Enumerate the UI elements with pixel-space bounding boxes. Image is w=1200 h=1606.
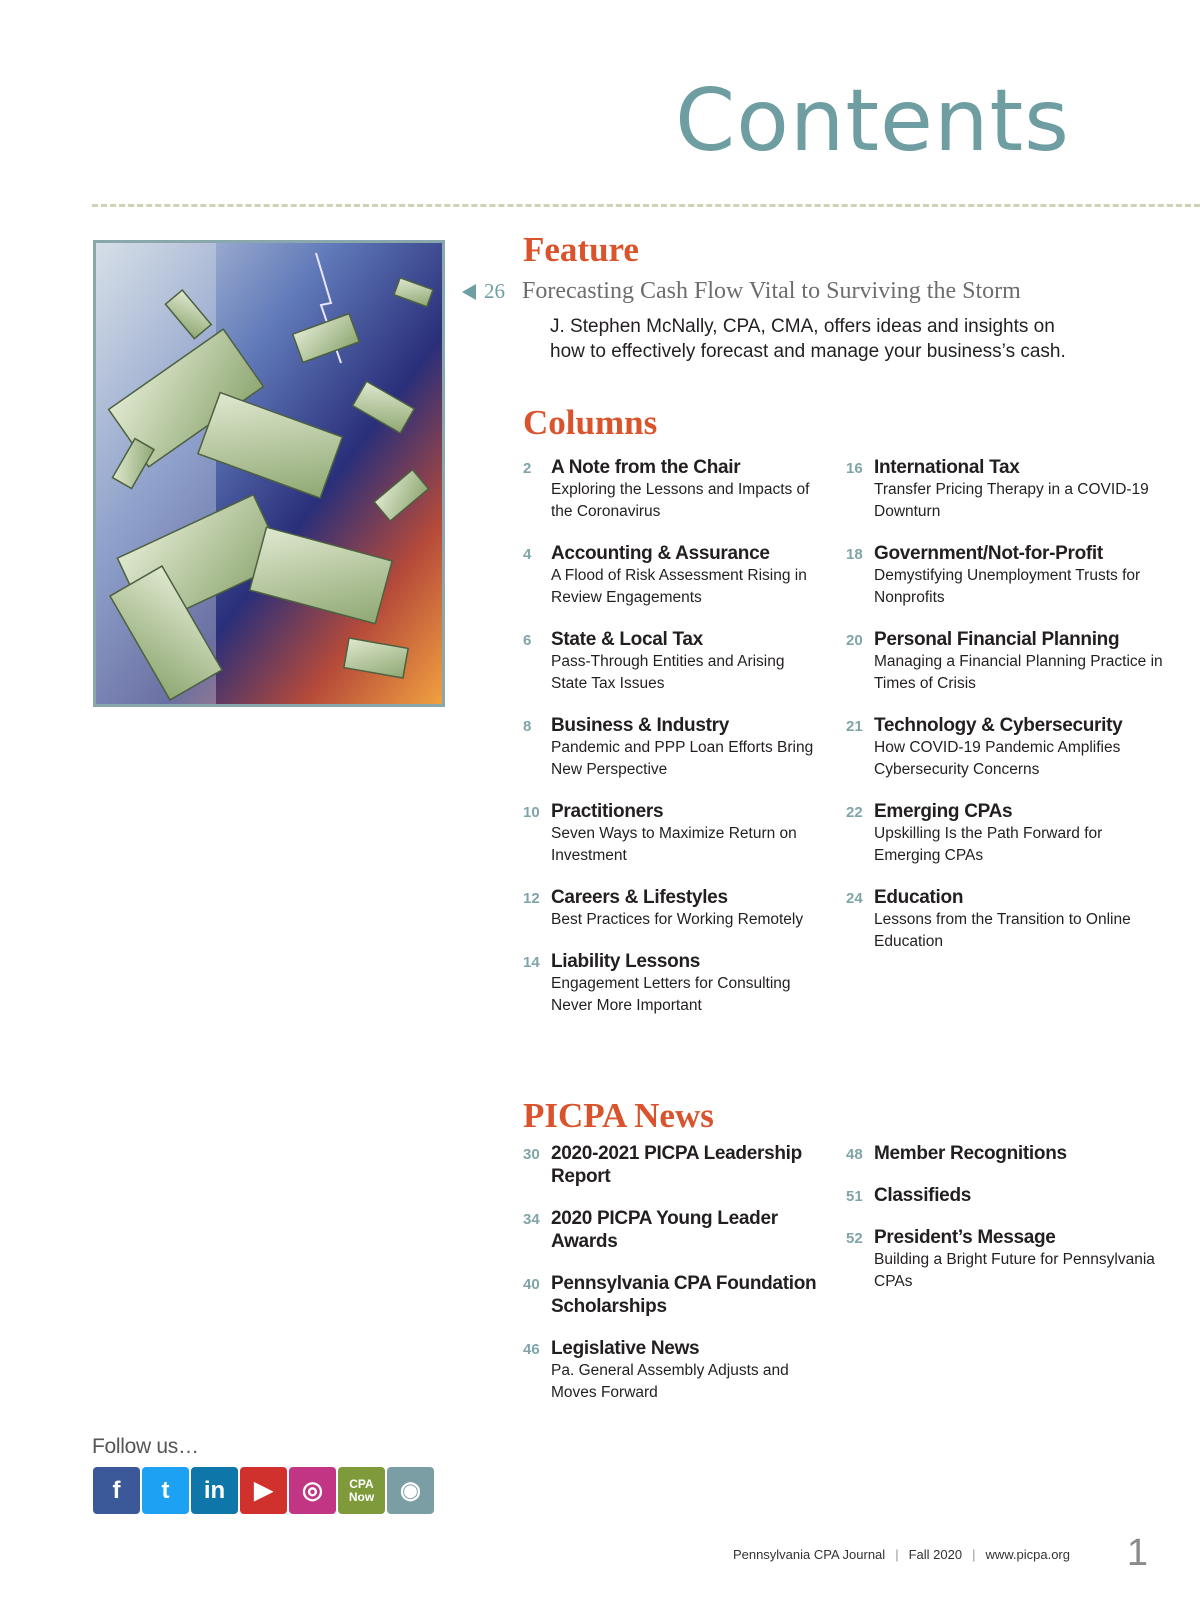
toc-page-number: 34 xyxy=(523,1211,540,1228)
toc-entry-title: Business & Industry xyxy=(551,715,730,736)
feature-title: Forecasting Cash Flow Vital to Surviving the Storm xyxy=(522,278,1021,304)
toc-entry-title: Liability Lessons xyxy=(551,951,701,972)
toc-entry-title: Pennsylvania CPA Foundation Scholarships xyxy=(551,1273,817,1317)
toc-entry[interactable] xyxy=(523,1337,823,1404)
news-left-list xyxy=(523,1142,823,1423)
footer-issue: Fall 2020 xyxy=(908,1547,963,1562)
toc-entry-subtitle: Lessons from the Transition to Online Education xyxy=(874,911,1131,950)
toc-entry-title: Emerging CPAs xyxy=(874,801,1013,822)
toc-entry[interactable] xyxy=(846,628,1166,695)
toc-entry-subtitle: Exploring the Lessons and Impacts of the Coronavirus xyxy=(551,481,810,520)
toc-entry-title: Practitioners xyxy=(551,801,664,822)
feature-heading: Feature xyxy=(523,230,639,269)
columns-heading: Columns xyxy=(523,403,658,442)
cpa-now-icon[interactable]: CPA Now xyxy=(338,1467,385,1514)
toc-entry-subtitle: Transfer Pricing Therapy in a COVID-19 Downturn xyxy=(874,481,1149,520)
toc-page-number: 46 xyxy=(523,1341,540,1358)
linkedin-icon[interactable]: in xyxy=(191,1467,238,1514)
toc-entry[interactable] xyxy=(523,456,823,523)
toc-page-number: 22 xyxy=(846,804,863,821)
toc-page-number: 51 xyxy=(846,1188,863,1205)
toc-entry[interactable] xyxy=(846,456,1166,523)
toc-entry-title: 2020 PICPA Young Leader Awards xyxy=(551,1208,778,1252)
toc-page-number: 12 xyxy=(523,890,540,907)
feature-page-number: 26 xyxy=(484,279,505,303)
toc-page-number: 21 xyxy=(846,718,863,735)
toc-entry-title: Personal Financial Planning xyxy=(874,629,1120,650)
toc-entry-title: President’s Message xyxy=(874,1227,1056,1248)
toc-entry[interactable] xyxy=(523,714,823,781)
toc-entry-subtitle: How COVID-19 Pandemic Amplifies Cybersecurity Concerns xyxy=(874,739,1121,778)
toc-entry[interactable] xyxy=(523,1207,823,1253)
toc-entry[interactable] xyxy=(846,800,1166,867)
page-title: Contents xyxy=(675,71,1070,171)
columns-left-list xyxy=(523,456,823,1036)
toc-entry-subtitle: Seven Ways to Maximize Return on Investment xyxy=(551,825,797,864)
toc-entry-subtitle: Demystifying Unemployment Trusts for Nonprofits xyxy=(874,567,1141,606)
columns-right-list xyxy=(846,456,1166,972)
toc-entry[interactable] xyxy=(846,886,1166,953)
toc-page-number: 18 xyxy=(846,546,863,563)
toc-entry-title: Accounting & Assurance xyxy=(551,543,770,564)
feature-description: J. Stephen McNally, CPA, CMA, offers ideas and insights on how to effectively forecast and manage your business’s cash. xyxy=(550,316,1066,362)
toc-entry-title: International Tax xyxy=(874,457,1020,478)
dashed-divider xyxy=(92,204,1200,207)
toc-page-number: 8 xyxy=(523,718,532,735)
toc-page-number: 14 xyxy=(523,954,540,971)
toc-entry-title: Member Recognitions xyxy=(874,1143,1067,1164)
footer-url[interactable]: www.picpa.org xyxy=(985,1547,1070,1562)
toc-page-number: 4 xyxy=(523,546,532,563)
footer: Pennsylvania CPA Journal | Fall 2020 | www.picpa.org xyxy=(732,1547,1070,1562)
toc-entry[interactable] xyxy=(846,1226,1166,1293)
toc-entry[interactable] xyxy=(523,950,823,1017)
social-icons xyxy=(93,1467,434,1514)
toc-entry-subtitle: Building a Bright Future for Pennsylvania CPAs xyxy=(874,1251,1155,1290)
toc-entry[interactable] xyxy=(523,1142,823,1188)
toc-entry[interactable] xyxy=(523,542,823,609)
toc-entry-title: 2020-2021 PICPA Leadership Report xyxy=(551,1143,802,1187)
toc-entry[interactable] xyxy=(523,886,823,931)
arrow-left-icon xyxy=(462,284,476,300)
toc-entry-title: A Note from the Chair xyxy=(551,457,741,478)
toc-page-number: 16 xyxy=(846,460,863,477)
toc-page-number: 40 xyxy=(523,1276,540,1293)
toc-entry-title: Classifieds xyxy=(874,1185,972,1206)
toc-entry[interactable] xyxy=(523,800,823,867)
twitter-icon[interactable]: t xyxy=(142,1467,189,1514)
news-right-list xyxy=(846,1142,1166,1312)
toc-entry-title: State & Local Tax xyxy=(551,629,703,650)
youtube-icon[interactable]: ▶ xyxy=(240,1467,287,1514)
toc-entry-title: Government/Not-for-Profit xyxy=(874,543,1103,564)
toc-entry-subtitle: Upskilling Is the Path Forward for Emerging CPAs xyxy=(874,825,1103,864)
instagram-icon[interactable]: ◎ xyxy=(289,1467,336,1514)
toc-entry-subtitle: Pandemic and PPP Loan Efforts Bring New Perspective xyxy=(551,739,814,778)
follow-label: Follow us… xyxy=(92,1435,199,1458)
toc-entry[interactable] xyxy=(846,1142,1166,1165)
podcast-icon[interactable]: ◉ xyxy=(387,1467,434,1514)
toc-entry-title: Careers & Lifestyles xyxy=(551,887,728,908)
feature-entry[interactable] xyxy=(462,278,1021,305)
toc-entry-title: Legislative News xyxy=(551,1338,700,1359)
toc-entry-subtitle: Pass-Through Entities and Arising State Tax Issues xyxy=(551,653,785,692)
toc-entry-title: Education xyxy=(874,887,964,908)
toc-page-number: 20 xyxy=(846,632,863,649)
toc-page-number: 30 xyxy=(523,1146,540,1163)
toc-entry[interactable] xyxy=(846,1184,1166,1207)
toc-entry[interactable] xyxy=(846,542,1166,609)
toc-entry-title: Technology & Cybersecurity xyxy=(874,715,1123,736)
toc-entry-subtitle: Managing a Financial Planning Practice in Times of Crisis xyxy=(874,653,1163,692)
page-number: 1 xyxy=(1126,1532,1148,1574)
toc-entry[interactable] xyxy=(846,714,1166,781)
toc-page-number: 24 xyxy=(846,890,863,907)
toc-page-number: 48 xyxy=(846,1146,863,1163)
toc-page-number: 52 xyxy=(846,1230,863,1247)
toc-page-number: 10 xyxy=(523,804,540,821)
toc-entry-subtitle: A Flood of Risk Assessment Rising in Review Engagements xyxy=(551,567,807,606)
toc-entry-subtitle: Engagement Letters for Consulting Never More Important xyxy=(551,975,791,1014)
toc-entry[interactable] xyxy=(523,1272,823,1318)
feature-cover-image xyxy=(93,240,445,707)
toc-entry-subtitle: Pa. General Assembly Adjusts and Moves Forward xyxy=(551,1362,789,1401)
toc-entry-subtitle: Best Practices for Working Remotely xyxy=(551,911,804,928)
toc-entry[interactable] xyxy=(523,628,823,695)
news-heading: PICPA News xyxy=(523,1096,714,1135)
toc-page-number: 6 xyxy=(523,632,532,649)
footer-journal: Pennsylvania CPA Journal xyxy=(732,1547,886,1562)
facebook-icon[interactable]: f xyxy=(93,1467,140,1514)
toc-page-number: 2 xyxy=(523,460,532,477)
